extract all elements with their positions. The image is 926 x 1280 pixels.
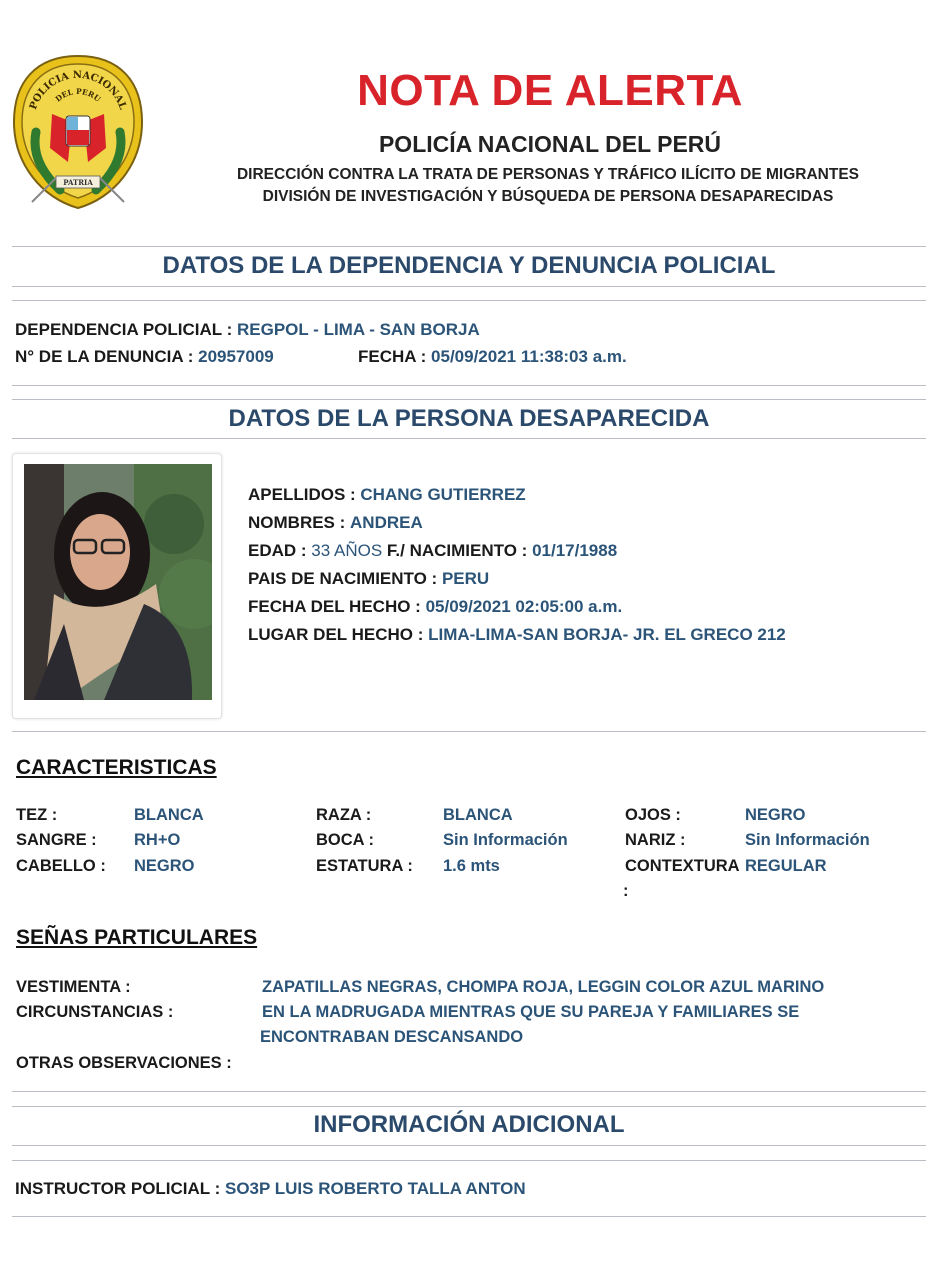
divider xyxy=(12,1106,926,1107)
divider xyxy=(12,246,926,247)
dependencia-label: DEPENDENCIA POLICIAL : xyxy=(15,320,233,339)
seal-mid-text: DEL PERU xyxy=(53,86,103,104)
divider xyxy=(12,286,926,287)
sangre-label: SANGRE : xyxy=(16,831,97,849)
department-line-2: DIVISIÓN DE INVESTIGACIÓN Y BÚSQUEDA DE PERSONA DESAPARECIDAS xyxy=(262,188,834,205)
nacimiento-value: 01/17/1988 xyxy=(532,541,618,560)
nombres-value: ANDREA xyxy=(350,513,423,532)
otras-observaciones-label: OTRAS OBSERVACIONES : xyxy=(16,1054,232,1072)
contextura-label: CONTEXTURA xyxy=(625,857,740,875)
lugar-row xyxy=(248,625,786,645)
seal-top-text: POLICIA NACIONAL xyxy=(27,69,129,112)
dependencia-row xyxy=(15,320,480,340)
divider xyxy=(12,1216,926,1217)
nombres-label: NOMBRES : xyxy=(248,513,346,532)
fecha-hecho-row xyxy=(248,597,622,617)
divider xyxy=(12,438,926,439)
denuncia-value: 20957009 xyxy=(198,347,274,366)
estatura-value: 1.6 mts xyxy=(443,857,500,875)
section-title-dependencia: DATOS DE LA DEPENDENCIA Y DENUNCIA POLICIAL xyxy=(162,252,776,279)
estatura-label: ESTATURA : xyxy=(316,857,413,875)
nacimiento-label: F./ NACIMIENTO : xyxy=(386,541,528,560)
org-name: POLICÍA NACIONAL DEL PERÚ xyxy=(378,131,722,157)
divider xyxy=(12,385,926,386)
fecha-value: 05/09/2021 11:38:03 a.m. xyxy=(431,347,627,366)
tez-label: TEZ : xyxy=(16,806,58,824)
fecha-hecho-value: 05/09/2021 02:05:00 a.m. xyxy=(425,597,623,616)
instructor-value: SO3P LUIS ROBERTO TALLA ANTON xyxy=(225,1179,526,1198)
senas-title: SEÑAS PARTICULARES xyxy=(16,926,258,949)
circunstancias-label: CIRCUNSTANCIAS : xyxy=(16,1003,174,1021)
divider xyxy=(12,1145,926,1146)
police-seal-logo xyxy=(10,52,146,212)
denuncia-row xyxy=(15,347,274,367)
fecha-label: FECHA : xyxy=(358,347,427,366)
denuncia-label: N° DE LA DENUNCIA : xyxy=(15,347,194,366)
raza-label: RAZA : xyxy=(316,806,372,824)
apellidos-label: APELLIDOS : xyxy=(248,485,356,504)
cabello-label: CABELLO : xyxy=(16,857,106,875)
contextura-value: REGULAR xyxy=(745,857,827,875)
instructor-row xyxy=(15,1179,526,1199)
dependencia-value: REGPOL - LIMA - SAN BORJA xyxy=(236,320,480,339)
edad-label: EDAD : xyxy=(248,541,307,560)
pais-row xyxy=(248,569,489,589)
fecha-row xyxy=(358,347,627,367)
boca-label: BOCA : xyxy=(316,831,375,849)
nariz-value: Sin Información xyxy=(745,831,870,849)
nombres-row xyxy=(248,513,423,533)
edad-value: 33 AÑOS xyxy=(311,541,383,560)
boca-value: Sin Información xyxy=(443,831,568,849)
sangre-value: RH+O xyxy=(134,831,181,849)
vestimenta-label: VESTIMENTA : xyxy=(16,978,131,996)
apellidos-value: CHANG GUTIERREZ xyxy=(360,485,526,504)
lugar-value: LIMA-LIMA-SAN BORJA- JR. EL GRECO 212 xyxy=(428,625,786,644)
instructor-label: INSTRUCTOR POLICIAL : xyxy=(15,1179,221,1198)
section-title-adicional: INFORMACIÓN ADICIONAL xyxy=(313,1111,625,1138)
cabello-value: NEGRO xyxy=(134,857,195,875)
circunstancias-value-line1: EN LA MADRUGADA MIENTRAS QUE SU PAREJA Y FAMILIARES SE xyxy=(262,1003,800,1021)
section-title-persona: DATOS DE LA PERSONA DESAPARECIDA xyxy=(228,405,710,432)
seal-bottom-text: PATRIA xyxy=(63,178,93,187)
vestimenta-value: ZAPATILLAS NEGRAS, CHOMPA ROJA, LEGGIN COLOR AZUL MARINO xyxy=(262,978,825,996)
divider xyxy=(12,399,926,400)
department-line-1: DIRECCIÓN CONTRA LA TRATA DE PERSONAS Y TRÁFICO ILÍCITO DE MIGRANTES xyxy=(236,166,860,183)
divider xyxy=(12,300,926,301)
circunstancias-value-line2: ENCONTRABAN DESCANSANDO xyxy=(260,1028,524,1046)
pais-value: PERU xyxy=(441,569,490,588)
apellidos-row xyxy=(248,485,526,505)
divider xyxy=(12,1160,926,1161)
lugar-label: LUGAR DEL HECHO : xyxy=(248,625,424,644)
raza-value: BLANCA xyxy=(443,806,513,824)
alert-title: NOTA DE ALERTA xyxy=(357,66,743,115)
ojos-label: OJOS : xyxy=(625,806,681,824)
edad-row xyxy=(248,541,617,561)
fecha-hecho-label: FECHA DEL HECHO : xyxy=(248,597,421,616)
missing-person-photo xyxy=(12,453,222,719)
nariz-label: NARIZ : xyxy=(625,831,686,849)
divider xyxy=(12,1091,926,1092)
pais-label: PAIS DE NACIMIENTO : xyxy=(248,569,438,588)
caracteristicas-title: CARACTERISTICAS xyxy=(16,756,217,779)
tez-value: BLANCA xyxy=(134,806,204,824)
contextura-colon: : xyxy=(623,882,629,900)
divider xyxy=(12,731,926,732)
ojos-value: NEGRO xyxy=(745,806,806,824)
